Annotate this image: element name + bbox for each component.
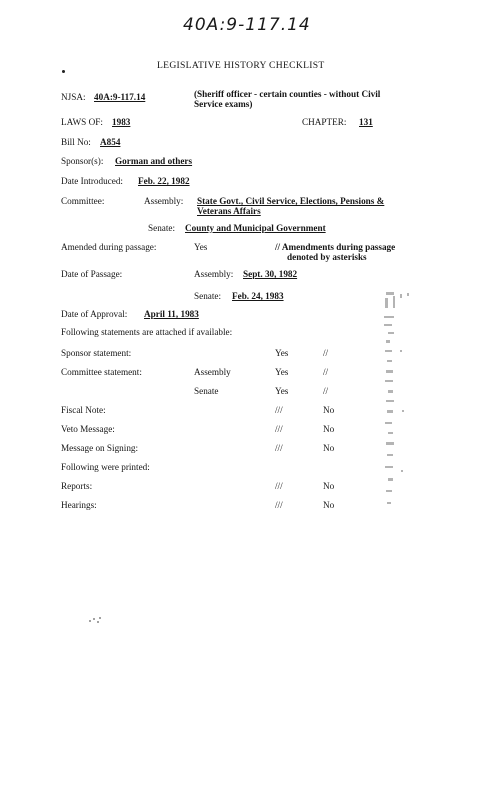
sponsor-statement-yes: Yes <box>275 348 289 358</box>
committee-statement-assembly-yes: Yes <box>275 367 289 377</box>
hearings-no: No <box>323 500 335 510</box>
committee-statement-senate: Senate <box>194 386 219 396</box>
committee-statement-senate-no: // <box>323 386 329 396</box>
passage-assembly-label: Assembly: <box>194 269 234 279</box>
njsa-label: NJSA: <box>61 92 86 102</box>
committee-assembly-value-line1: State Govt., Civil Service, Elections, Pensions & <box>197 196 385 206</box>
njsa-description-line1: (Sheriff officer - certain counties - without Civil <box>194 89 381 99</box>
passage-label: Date of Passage: <box>61 269 123 279</box>
committee-label: Committee: <box>61 196 105 206</box>
handwritten-citation: 40A:9-117.14 <box>183 15 311 35</box>
passage-assembly-value: Sept. 30, 1982 <box>243 269 298 279</box>
committee-senate-value: County and Municipal Government <box>185 223 326 233</box>
stray-mark <box>62 70 65 73</box>
message-on-signing-no: No <box>323 443 335 453</box>
date-introduced-value: Feb. 22, 1982 <box>138 176 190 186</box>
sponsor-statement-no: // <box>323 348 329 358</box>
date-introduced-label: Date Introduced: <box>61 176 123 186</box>
sponsors-label: Sponsor(s): <box>61 156 104 166</box>
amended-note-line2: denoted by asterisks <box>287 252 367 262</box>
committee-statement-label: Committee statement: <box>61 367 142 377</box>
approval-value: April 11, 1983 <box>144 309 199 319</box>
reports-yes: /// <box>275 481 283 491</box>
passage-senate-value: Feb. 24, 1983 <box>232 291 284 301</box>
veto-message-no: No <box>323 424 335 434</box>
sponsors-value: Gorman and others <box>115 156 193 166</box>
chapter-label: CHAPTER: <box>302 117 347 127</box>
bill-value: A854 <box>100 137 121 147</box>
fiscal-note-no: No <box>323 405 335 415</box>
amended-value: Yes <box>194 242 208 252</box>
bill-label: Bill No: <box>61 137 91 147</box>
veto-message-label: Veto Message: <box>61 424 115 434</box>
attached-heading: Following statements are attached if available: <box>61 327 233 337</box>
message-on-signing-yes: /// <box>275 443 283 453</box>
committee-statement-assembly: Assembly <box>194 367 231 377</box>
sponsor-statement-label: Sponsor statement: <box>61 348 132 358</box>
hearings-label: Hearings: <box>61 500 97 510</box>
reports-label: Reports: <box>61 481 93 491</box>
hearings-yes: /// <box>275 500 283 510</box>
amended-label: Amended during passage: <box>61 242 157 252</box>
page-title: LEGISLATIVE HISTORY CHECKLIST <box>157 60 325 71</box>
veto-message-yes: /// <box>275 424 283 434</box>
fiscal-note-label: Fiscal Note: <box>61 405 106 415</box>
ink-smudge <box>88 614 102 626</box>
laws-of-value: 1983 <box>112 117 131 127</box>
fiscal-note-yes: /// <box>275 405 283 415</box>
committee-statement-assembly-no: // <box>323 367 329 377</box>
laws-of-label: LAWS OF: <box>61 117 103 127</box>
committee-senate-label: Senate: <box>148 223 176 233</box>
passage-senate-label: Senate: <box>194 291 222 301</box>
njsa-description-line2: Service exams) <box>194 99 253 109</box>
message-on-signing-label: Message on Signing: <box>61 443 139 453</box>
amended-note-line1: // Amendments during passage <box>275 242 396 252</box>
committee-statement-senate-yes: Yes <box>275 386 289 396</box>
reports-no: No <box>323 481 335 491</box>
chapter-value: 131 <box>359 117 373 127</box>
approval-label: Date of Approval: <box>61 309 128 319</box>
library-stamp-mark <box>376 290 416 508</box>
committee-assembly-label: Assembly: <box>144 196 184 206</box>
njsa-value: 40A:9-117.14 <box>94 92 146 102</box>
printed-heading: Following were printed: <box>61 462 150 472</box>
committee-assembly-value-line2: Veterans Affairs <box>197 206 261 216</box>
